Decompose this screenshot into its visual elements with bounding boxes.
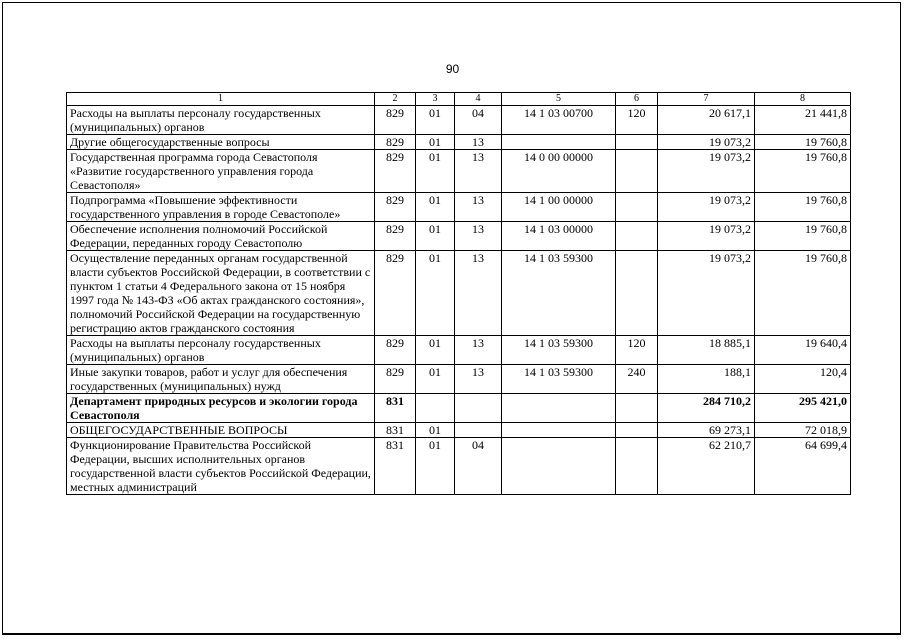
row-grbs-cell: 831 xyxy=(375,423,416,438)
row-grbs-cell: 829 xyxy=(375,251,416,336)
row-expense-type-cell xyxy=(616,438,658,495)
header-cell: 5 xyxy=(502,93,616,106)
row-grbs-cell: 829 xyxy=(375,222,416,251)
row-grbs-cell: 831 xyxy=(375,394,416,423)
row-subsection-cell: 04 xyxy=(455,438,502,495)
row-subsection-cell: 13 xyxy=(455,365,502,394)
row-target-article-cell xyxy=(502,394,616,423)
row-sum-year1-cell: 19 073,2 xyxy=(658,135,755,150)
row-sum-year2-cell: 19 760,8 xyxy=(755,150,851,193)
row-expense-type-cell: 240 xyxy=(616,365,658,394)
row-subsection-cell: 13 xyxy=(455,251,502,336)
row-sum-year1-cell: 19 073,2 xyxy=(658,251,755,336)
row-name-cell: Государственная программа города Севастополя «Развитие государственного управления города Севастополя» xyxy=(67,150,375,193)
row-sum-year1-cell: 18 885,1 xyxy=(658,336,755,365)
row-name-cell: Иные закупки товаров, работ и услуг для обеспечения государственных (муниципальных) нужд xyxy=(67,365,375,394)
row-section-cell: 01 xyxy=(416,193,455,222)
row-subsection-cell: 13 xyxy=(455,150,502,193)
row-name-cell: Подпрограмма «Повышение эффективности государственного управления в городе Севастополе» xyxy=(67,193,375,222)
row-expense-type-cell xyxy=(616,251,658,336)
header-cell: 8 xyxy=(755,93,851,106)
row-sum-year2-cell: 19 760,8 xyxy=(755,251,851,336)
row-subsection-cell xyxy=(455,423,502,438)
row-sum-year2-cell: 19 760,8 xyxy=(755,193,851,222)
row-name-cell: ОБЩЕГОСУДАРСТВЕННЫЕ ВОПРОСЫ xyxy=(67,423,375,438)
table-row xyxy=(67,394,851,423)
table-row xyxy=(67,336,851,365)
header-cell: 6 xyxy=(616,93,658,106)
row-section-cell: 01 xyxy=(416,222,455,251)
row-grbs-cell: 829 xyxy=(375,336,416,365)
row-grbs-cell: 829 xyxy=(375,106,416,135)
row-subsection-cell: 13 xyxy=(455,336,502,365)
row-target-article-cell xyxy=(502,423,616,438)
row-section-cell: 01 xyxy=(416,135,455,150)
row-expense-type-cell xyxy=(616,394,658,423)
page-number: 90 xyxy=(445,62,460,76)
row-target-article-cell: 14 1 03 59300 xyxy=(502,251,616,336)
row-section-cell xyxy=(416,394,455,423)
row-sum-year1-cell: 62 210,7 xyxy=(658,438,755,495)
table-body xyxy=(67,93,851,495)
row-name-cell: Обеспечение исполнения полномочий Российской Федерации, переданных городу Севастополю xyxy=(67,222,375,251)
row-sum-year1-cell: 19 073,2 xyxy=(658,222,755,251)
row-target-article-cell xyxy=(502,438,616,495)
row-sum-year1-cell: 188,1 xyxy=(658,365,755,394)
row-grbs-cell: 831 xyxy=(375,438,416,495)
row-grbs-cell: 829 xyxy=(375,150,416,193)
row-grbs-cell: 829 xyxy=(375,193,416,222)
header-cell: 2 xyxy=(375,93,416,106)
row-expense-type-cell: 120 xyxy=(616,106,658,135)
row-target-article-cell: 14 1 03 59300 xyxy=(502,336,616,365)
row-sum-year1-cell: 69 273,1 xyxy=(658,423,755,438)
row-target-article-cell: 14 1 03 00700 xyxy=(502,106,616,135)
row-subsection-cell xyxy=(455,394,502,423)
row-expense-type-cell xyxy=(616,222,658,251)
row-sum-year2-cell: 120,4 xyxy=(755,365,851,394)
budget-table xyxy=(66,92,851,495)
row-expense-type-cell xyxy=(616,135,658,150)
row-section-cell: 01 xyxy=(416,106,455,135)
table-row xyxy=(67,135,851,150)
row-sum-year1-cell: 19 073,2 xyxy=(658,150,755,193)
row-sum-year1-cell: 19 073,2 xyxy=(658,193,755,222)
row-name-cell: Другие общегосударственные вопросы xyxy=(67,135,375,150)
row-section-cell: 01 xyxy=(416,438,455,495)
row-sum-year2-cell: 19 760,8 xyxy=(755,135,851,150)
row-section-cell: 01 xyxy=(416,423,455,438)
header-cell: 1 xyxy=(67,93,375,106)
row-sum-year1-cell: 284 710,2 xyxy=(658,394,755,423)
table-row xyxy=(67,423,851,438)
row-section-cell: 01 xyxy=(416,365,455,394)
row-grbs-cell: 829 xyxy=(375,365,416,394)
row-name-cell: Расходы на выплаты персоналу государственных (муниципальных) органов xyxy=(67,336,375,365)
row-subsection-cell: 13 xyxy=(455,222,502,251)
table-header-row xyxy=(67,93,851,106)
row-section-cell: 01 xyxy=(416,150,455,193)
row-subsection-cell: 13 xyxy=(455,135,502,150)
row-grbs-cell: 829 xyxy=(375,135,416,150)
row-sum-year2-cell: 72 018,9 xyxy=(755,423,851,438)
row-target-article-cell: 14 1 03 59300 xyxy=(502,365,616,394)
row-name-cell: Осуществление переданных органам государственной власти субъектов Российской Федерации, в соответствии с пунктом 1 статьи 4 Федерального закона от 15 ноября 1997 года № 143-ФЗ «Об актах гражданского состояния», полномочий Российской Федерации на государственную регистрацию актов гражданского состояния xyxy=(67,251,375,336)
row-section-cell: 01 xyxy=(416,251,455,336)
row-sum-year2-cell: 19 760,8 xyxy=(755,222,851,251)
row-target-article-cell: 14 0 00 00000 xyxy=(502,150,616,193)
table-row xyxy=(67,222,851,251)
row-name-cell: Расходы на выплаты персоналу государственных (муниципальных) органов xyxy=(67,106,375,135)
row-name-cell: Департамент природных ресурсов и экологии города Севастополя xyxy=(67,394,375,423)
row-sum-year2-cell: 21 441,8 xyxy=(755,106,851,135)
row-target-article-cell xyxy=(502,135,616,150)
row-target-article-cell: 14 1 00 00000 xyxy=(502,193,616,222)
row-sum-year1-cell: 20 617,1 xyxy=(658,106,755,135)
header-cell: 3 xyxy=(416,93,455,106)
header-cell: 7 xyxy=(658,93,755,106)
row-expense-type-cell xyxy=(616,193,658,222)
table-row xyxy=(67,365,851,394)
row-name-cell: Функционирование Правительства Российской Федерации, высших исполнительных органов государственной власти субъектов Российской Федерации, местных администраций xyxy=(67,438,375,495)
row-expense-type-cell xyxy=(616,150,658,193)
row-expense-type-cell: 120 xyxy=(616,336,658,365)
table-row xyxy=(67,150,851,193)
table-row xyxy=(67,438,851,495)
row-sum-year2-cell: 19 640,4 xyxy=(755,336,851,365)
row-expense-type-cell xyxy=(616,423,658,438)
table-row xyxy=(67,251,851,336)
table-row xyxy=(67,193,851,222)
row-subsection-cell: 04 xyxy=(455,106,502,135)
row-section-cell: 01 xyxy=(416,336,455,365)
row-sum-year2-cell: 295 421,0 xyxy=(755,394,851,423)
row-subsection-cell: 13 xyxy=(455,193,502,222)
table-row xyxy=(67,106,851,135)
header-cell: 4 xyxy=(455,93,502,106)
row-sum-year2-cell: 64 699,4 xyxy=(755,438,851,495)
row-target-article-cell: 14 1 03 00000 xyxy=(502,222,616,251)
